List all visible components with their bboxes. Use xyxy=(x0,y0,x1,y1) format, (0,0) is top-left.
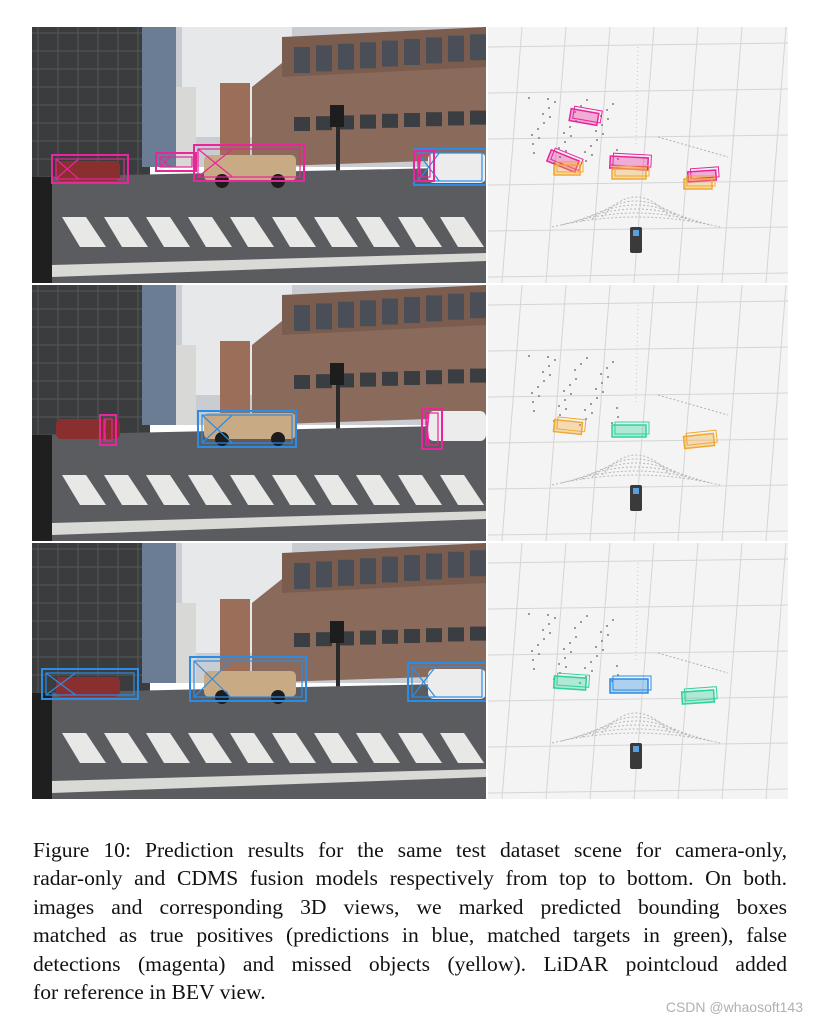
lidar-point xyxy=(564,657,566,659)
lidar-point xyxy=(533,410,535,412)
lidar-point xyxy=(602,133,604,135)
lidar-point xyxy=(537,128,539,130)
window xyxy=(338,44,354,70)
window xyxy=(470,292,486,318)
lidar-point xyxy=(570,393,572,395)
window xyxy=(448,627,464,641)
lidar-point xyxy=(606,625,608,627)
lidar-point xyxy=(538,395,540,397)
lidar-point xyxy=(532,401,534,403)
window xyxy=(316,303,332,329)
lidar-point xyxy=(531,650,533,652)
lidar-point xyxy=(559,414,561,416)
window xyxy=(404,113,420,127)
blue-building xyxy=(142,543,176,683)
lidar-point xyxy=(586,615,588,617)
watermark: CSDN @whaosoft143 xyxy=(665,999,803,1015)
window xyxy=(448,552,464,578)
window xyxy=(404,371,420,385)
window xyxy=(404,555,420,581)
window xyxy=(448,294,464,320)
camera-view xyxy=(32,27,486,283)
lidar-point xyxy=(569,126,571,128)
lidar-point xyxy=(575,378,577,380)
lidar-point xyxy=(533,152,535,154)
bev-view xyxy=(486,285,788,541)
window xyxy=(426,553,442,579)
lidar-point xyxy=(543,638,545,640)
blue-building xyxy=(142,27,176,167)
lidar-point xyxy=(591,412,593,414)
lidar-point xyxy=(528,97,530,99)
lidar-point xyxy=(590,661,592,663)
caption-line: detections (magenta) and missed objects (yellow). LiDAR pointcloud added xyxy=(33,951,787,976)
window xyxy=(448,369,464,383)
lidar-point xyxy=(600,373,602,375)
lidar-point xyxy=(565,408,567,410)
scaffold-building xyxy=(32,543,150,693)
window xyxy=(316,45,332,71)
lidar-point xyxy=(602,391,604,393)
traffic-light xyxy=(330,105,344,127)
camera-view xyxy=(32,285,486,541)
caption-line: images and corresponding 3D views, we marked predicted bounding boxes xyxy=(33,894,787,919)
lidar-point xyxy=(586,99,588,101)
lidar-point xyxy=(547,356,549,358)
window xyxy=(294,305,310,331)
lidar-point xyxy=(596,397,598,399)
lidar-point xyxy=(548,623,550,625)
lidar-point xyxy=(532,143,534,145)
ego-sensor xyxy=(633,746,639,752)
lidar-point xyxy=(574,369,576,371)
lidar-point xyxy=(528,613,530,615)
lidar-point xyxy=(563,390,565,392)
window xyxy=(426,37,442,63)
lidar-point xyxy=(547,98,549,100)
lidar-point xyxy=(558,663,560,665)
lidar-point xyxy=(558,147,560,149)
window xyxy=(470,111,486,125)
window xyxy=(404,39,420,65)
lidar-point xyxy=(558,405,560,407)
window xyxy=(382,372,398,386)
lidar-point xyxy=(602,649,604,651)
lidar-point xyxy=(547,614,549,616)
red-car xyxy=(56,419,120,439)
lidar-point xyxy=(569,384,571,386)
window xyxy=(470,34,486,60)
lidar-point xyxy=(606,367,608,369)
lidar-point xyxy=(542,629,544,631)
panel-row xyxy=(32,543,788,799)
lidar-point xyxy=(595,646,597,648)
far-building xyxy=(220,83,250,167)
far-building xyxy=(176,345,196,425)
lidar-point xyxy=(528,355,530,357)
lidar-point xyxy=(563,648,565,650)
panel-row xyxy=(32,285,788,541)
lidar-point xyxy=(596,655,598,657)
bev-box xyxy=(612,422,649,437)
bev-view xyxy=(486,543,788,799)
window xyxy=(360,115,376,129)
white-car xyxy=(428,411,486,441)
window xyxy=(426,112,442,126)
window xyxy=(382,41,398,67)
caption-line: for reference in BEV view. xyxy=(33,980,266,1005)
window xyxy=(360,558,376,584)
window xyxy=(360,373,376,387)
window xyxy=(404,629,420,643)
window xyxy=(382,557,398,583)
lidar-point xyxy=(543,122,545,124)
bev-box-face xyxy=(612,425,646,437)
lidar-point xyxy=(565,666,567,668)
ego-sensor xyxy=(633,230,639,236)
lidar-point xyxy=(548,107,550,109)
lidar-point xyxy=(611,422,613,424)
caption-line: radar-only and CDMS fusion models respectively from top to bottom. On both. xyxy=(33,866,787,891)
traffic-light xyxy=(330,363,344,385)
bev-view xyxy=(486,27,788,283)
lidar-point xyxy=(590,403,592,405)
far-building xyxy=(220,599,250,683)
lidar-point xyxy=(543,380,545,382)
window xyxy=(470,369,486,383)
lidar-point xyxy=(563,132,565,134)
lidar-point xyxy=(554,101,556,103)
lidar-point xyxy=(617,416,619,418)
lidar-point xyxy=(601,124,603,126)
foreground-car xyxy=(32,177,52,283)
window xyxy=(404,297,420,323)
panel-row xyxy=(32,27,788,283)
lidar-point xyxy=(570,651,572,653)
lidar-point xyxy=(607,376,609,378)
window xyxy=(426,295,442,321)
window xyxy=(316,374,332,388)
window xyxy=(360,631,376,645)
lidar-point xyxy=(595,388,597,390)
window xyxy=(338,560,354,586)
white-car xyxy=(428,669,486,699)
lidar-point xyxy=(584,667,586,669)
lidar-point xyxy=(548,365,550,367)
blue-building xyxy=(142,285,176,425)
foreground-car xyxy=(32,435,52,541)
lidar-point xyxy=(549,632,551,634)
lidar-point xyxy=(612,103,614,105)
lidar-point xyxy=(584,409,586,411)
caption-line: Figure 10: Prediction results for the same test dataset scene for camera-only, xyxy=(33,838,787,862)
window xyxy=(382,114,398,128)
window xyxy=(316,561,332,587)
lidar-point xyxy=(580,363,582,365)
lidar-point xyxy=(586,357,588,359)
lidar-point xyxy=(584,151,586,153)
lidar-point xyxy=(549,116,551,118)
lidar-point xyxy=(542,371,544,373)
far-building xyxy=(176,603,196,683)
window xyxy=(294,47,310,73)
window xyxy=(316,116,332,130)
scaffold-building xyxy=(32,285,150,435)
lidar-point xyxy=(542,113,544,115)
window xyxy=(426,628,442,642)
window xyxy=(448,36,464,62)
window xyxy=(470,627,486,641)
window xyxy=(294,563,310,589)
lidar-point xyxy=(564,399,566,401)
lidar-point xyxy=(569,642,571,644)
lidar-point xyxy=(590,145,592,147)
lidar-point xyxy=(612,619,614,621)
window xyxy=(294,633,310,647)
wheel xyxy=(271,432,285,446)
far-building xyxy=(220,341,250,425)
window xyxy=(294,117,310,131)
bev-box-face xyxy=(612,169,646,179)
lidar-point xyxy=(601,382,603,384)
figure-caption xyxy=(33,836,787,1006)
lidar-point xyxy=(532,659,534,661)
lidar-point xyxy=(616,407,618,409)
lidar-point xyxy=(612,361,614,363)
figure-grid xyxy=(32,27,788,799)
window xyxy=(360,300,376,326)
lidar-point xyxy=(554,617,556,619)
window xyxy=(382,299,398,325)
lidar-point xyxy=(607,118,609,120)
bev-box xyxy=(610,676,651,693)
lidar-point xyxy=(575,636,577,638)
lidar-point xyxy=(554,359,556,361)
lidar-point xyxy=(591,670,593,672)
window xyxy=(294,375,310,389)
lidar-point xyxy=(580,105,582,107)
lidar-point xyxy=(601,640,603,642)
lidar-point xyxy=(600,631,602,633)
foreground-car xyxy=(32,693,52,799)
window xyxy=(316,632,332,646)
lidar-point xyxy=(537,386,539,388)
lidar-point xyxy=(570,135,572,137)
lidar-point xyxy=(531,392,533,394)
lidar-point xyxy=(596,139,598,141)
lidar-point xyxy=(591,154,593,156)
lidar-point xyxy=(580,621,582,623)
window xyxy=(470,550,486,576)
bev-box-face xyxy=(554,165,580,175)
lidar-point xyxy=(564,141,566,143)
window xyxy=(382,630,398,644)
ego-sensor xyxy=(633,488,639,494)
window xyxy=(426,370,442,384)
camera-view xyxy=(32,543,486,799)
window xyxy=(448,111,464,125)
traffic-light xyxy=(330,621,344,643)
window xyxy=(360,42,376,68)
lidar-point xyxy=(531,134,533,136)
bev-box-face xyxy=(684,179,712,189)
lidar-point xyxy=(616,149,618,151)
bev-box-face xyxy=(554,676,587,690)
lidar-point xyxy=(538,653,540,655)
lidar-point xyxy=(549,374,551,376)
lidar-point xyxy=(607,634,609,636)
lidar-point xyxy=(616,665,618,667)
lidar-point xyxy=(538,137,540,139)
bev-box-face xyxy=(610,679,648,693)
lidar-point xyxy=(574,627,576,629)
lidar-point xyxy=(595,130,597,132)
lidar-point xyxy=(533,668,535,670)
bev-box-face xyxy=(682,690,715,704)
lidar-point xyxy=(537,644,539,646)
window xyxy=(338,302,354,328)
lidar-point xyxy=(606,109,608,111)
lidar-point xyxy=(585,160,587,162)
bev-box-face xyxy=(683,433,714,448)
caption-line: matched as true positives (predictions in blue, matched targets in green), false xyxy=(33,923,787,948)
